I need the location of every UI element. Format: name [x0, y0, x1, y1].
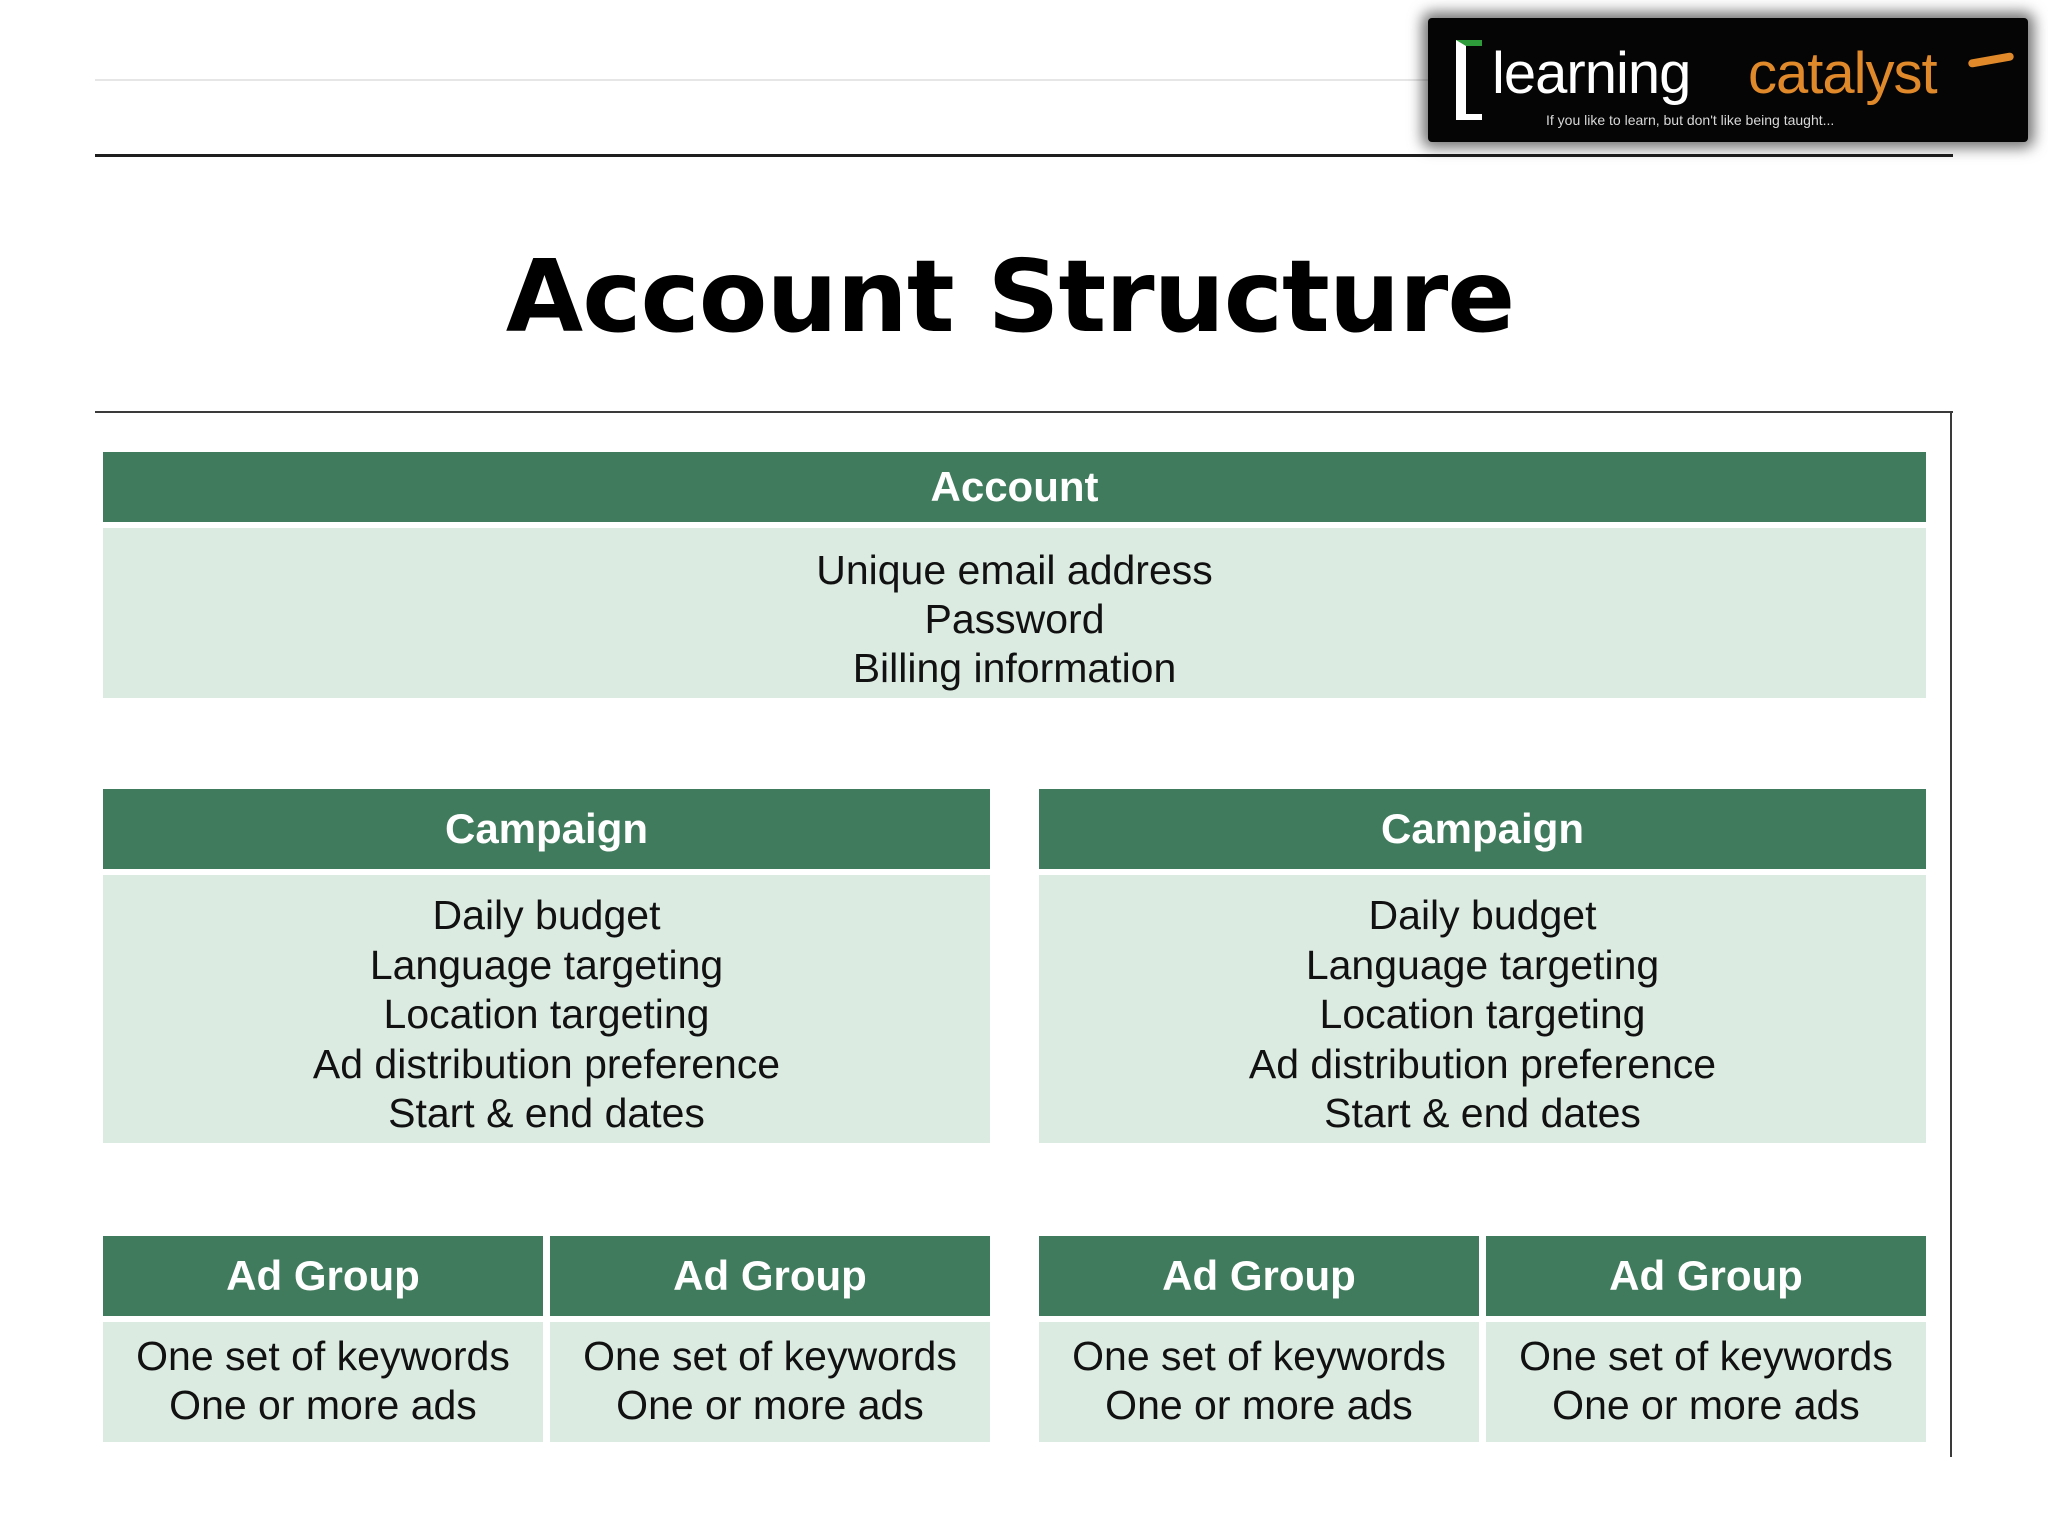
ad-group-details [550, 1322, 990, 1442]
ad-group-item: One set of keywords [1519, 1333, 1893, 1379]
ad-group-item: One or more ads [616, 1382, 924, 1428]
ad-group-box-3 [1039, 1236, 1479, 1442]
ad-group-item: One set of keywords [1072, 1333, 1446, 1379]
section-rule [95, 411, 1953, 413]
campaign-item: Ad distribution preference [312, 1040, 781, 1087]
campaign-details [1039, 875, 1926, 1143]
account-item: Password [924, 596, 1105, 642]
page-title: Account Structure [505, 238, 1515, 355]
ad-group-item: One or more ads [169, 1382, 477, 1428]
campaign-header: Campaign [103, 789, 990, 869]
ad-group-header: Ad Group [1486, 1236, 1926, 1316]
header-thin-rule [95, 79, 1455, 81]
account-details [103, 528, 1926, 698]
campaign-item: Ad distribution preference [1248, 1040, 1717, 1087]
logo-swoosh-icon [1968, 52, 2015, 68]
campaign-details [103, 875, 990, 1143]
logo-tagline: If you like to learn, but don't like being taught... [1546, 112, 1835, 128]
campaign-item: Start & end dates [388, 1090, 705, 1136]
ad-group-header: Ad Group [550, 1236, 990, 1316]
campaign-header: Campaign [1039, 789, 1926, 869]
campaign-item: Daily budget [432, 892, 661, 938]
campaign-item: Location targeting [383, 991, 710, 1037]
section-vertical-rule [1950, 411, 1952, 1457]
ad-group-box-1 [103, 1236, 543, 1442]
campaign-box-2 [1039, 789, 1926, 1143]
campaign-box-1 [103, 789, 990, 1143]
campaign-item: Location targeting [1319, 991, 1646, 1037]
ad-group-item: One set of keywords [136, 1333, 510, 1379]
campaign-item: Language targeting [369, 941, 724, 988]
ad-group-item: One set of keywords [583, 1333, 957, 1379]
logo-learning-text: learning [1492, 41, 1691, 106]
logo-catalyst-text: catalyst [1748, 41, 1937, 106]
campaign-item: Start & end dates [1324, 1090, 1641, 1136]
header-rule [95, 154, 1953, 157]
ad-group-box-4 [1486, 1236, 1926, 1442]
ad-group-details [1039, 1322, 1479, 1442]
ad-group-header: Ad Group [1039, 1236, 1479, 1316]
ad-group-box-2 [550, 1236, 990, 1442]
account-header: Account [103, 452, 1926, 522]
campaign-item: Language targeting [1305, 941, 1660, 988]
account-item: Billing information [852, 645, 1177, 691]
ad-group-item: One or more ads [1552, 1382, 1860, 1428]
account-item: Unique email address [816, 547, 1213, 593]
ad-group-details [103, 1322, 543, 1442]
ad-group-item: One or more ads [1105, 1382, 1413, 1428]
learningcatalyst-logo [1428, 18, 2028, 142]
ad-group-details [1486, 1322, 1926, 1442]
logo-bracket-icon [1456, 40, 1482, 120]
account-box [103, 452, 1926, 698]
campaign-item: Daily budget [1368, 892, 1597, 938]
ad-group-header: Ad Group [103, 1236, 543, 1316]
